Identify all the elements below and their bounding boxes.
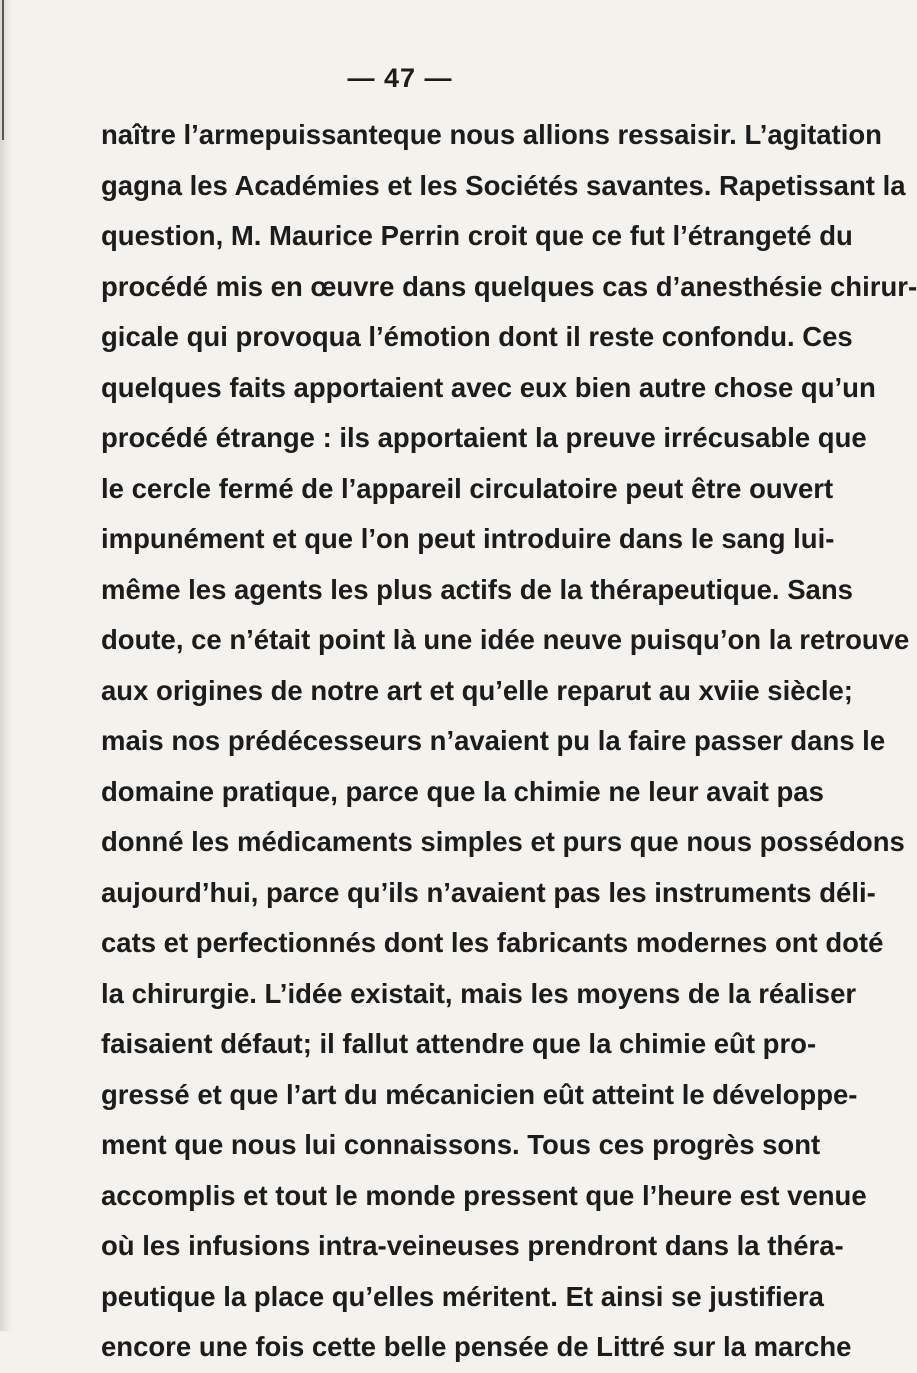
page-number: — 47 — xyxy=(347,63,453,93)
text-line: la chirurgie. L’idée existait, mais les moyens de la réaliser xyxy=(101,977,857,1009)
text-line: ment que nous lui connaissons. Tous ces progrès sont xyxy=(101,1129,821,1160)
text-line: cats et perfectionnés dont les fabricants modernes ont doté xyxy=(101,927,884,958)
text-line: donné les médicaments simples et purs que nous possédons xyxy=(101,826,905,857)
text-line: question, M. Maurice Perrin croit que ce fut l’étrangeté du xyxy=(101,220,853,251)
text-line: faisaient défaut; il fallut attendre que la chimie eût pro- xyxy=(101,1028,817,1059)
text-line: aux origines de notre art et qu’elle reparut au xviie siècle; xyxy=(101,674,853,706)
text-line: peutique la place qu’elles méritent. Et ainsi se justifiera xyxy=(101,1280,824,1312)
text-line: gagna les Académies et les Sociétés savantes. Rapetissant la xyxy=(101,169,906,201)
text-line: procédé étrange : ils apportaient la preuve irrécusable que xyxy=(101,422,867,453)
text-line: doute, ce n’était point là une idée neuve puisqu’on la retrouve xyxy=(101,624,910,655)
text-line: le cercle fermé de l’appareil circulatoire peut être ouvert xyxy=(101,472,834,504)
page-binding-edge xyxy=(0,0,14,1331)
text-line: gicale qui provoqua l’émotion dont il reste confondu. Ces xyxy=(101,321,853,352)
text-line: procédé mis en œuvre dans quelques cas d’anesthésie chirur- xyxy=(101,270,917,302)
text-line: aujourd’hui, parce qu’ils n’avaient pas les instruments déli- xyxy=(101,876,876,908)
text-line: naître l’armepuissanteque nous allions ressaisir. L’agitation xyxy=(101,119,882,150)
text-line: même les agents les plus actifs de la thérapeutique. Sans xyxy=(101,573,853,605)
text-line: quelques faits apportaient avec eux bien autre chose qu’un xyxy=(101,371,876,403)
text-line: mais nos prédécesseurs n’avaient pu la faire passer dans le xyxy=(101,725,886,756)
text-line: encore une fois cette belle pensée de Littré sur la marche xyxy=(101,1331,852,1362)
text-line: domaine pratique, parce que la chimie ne leur avait pas xyxy=(101,775,824,807)
body-text xyxy=(101,110,917,1373)
text-line: accomplis et tout le monde pressent que l’heure est venue xyxy=(101,1179,867,1211)
text-line: gressé et que l’art du mécanicien eût atteint le développe- xyxy=(101,1078,858,1110)
text-line: où les infusions intra-veineuses prendront dans la théra- xyxy=(101,1230,844,1261)
text-line: impunément et que l’on peut introduire dans le sang lui- xyxy=(101,523,835,554)
